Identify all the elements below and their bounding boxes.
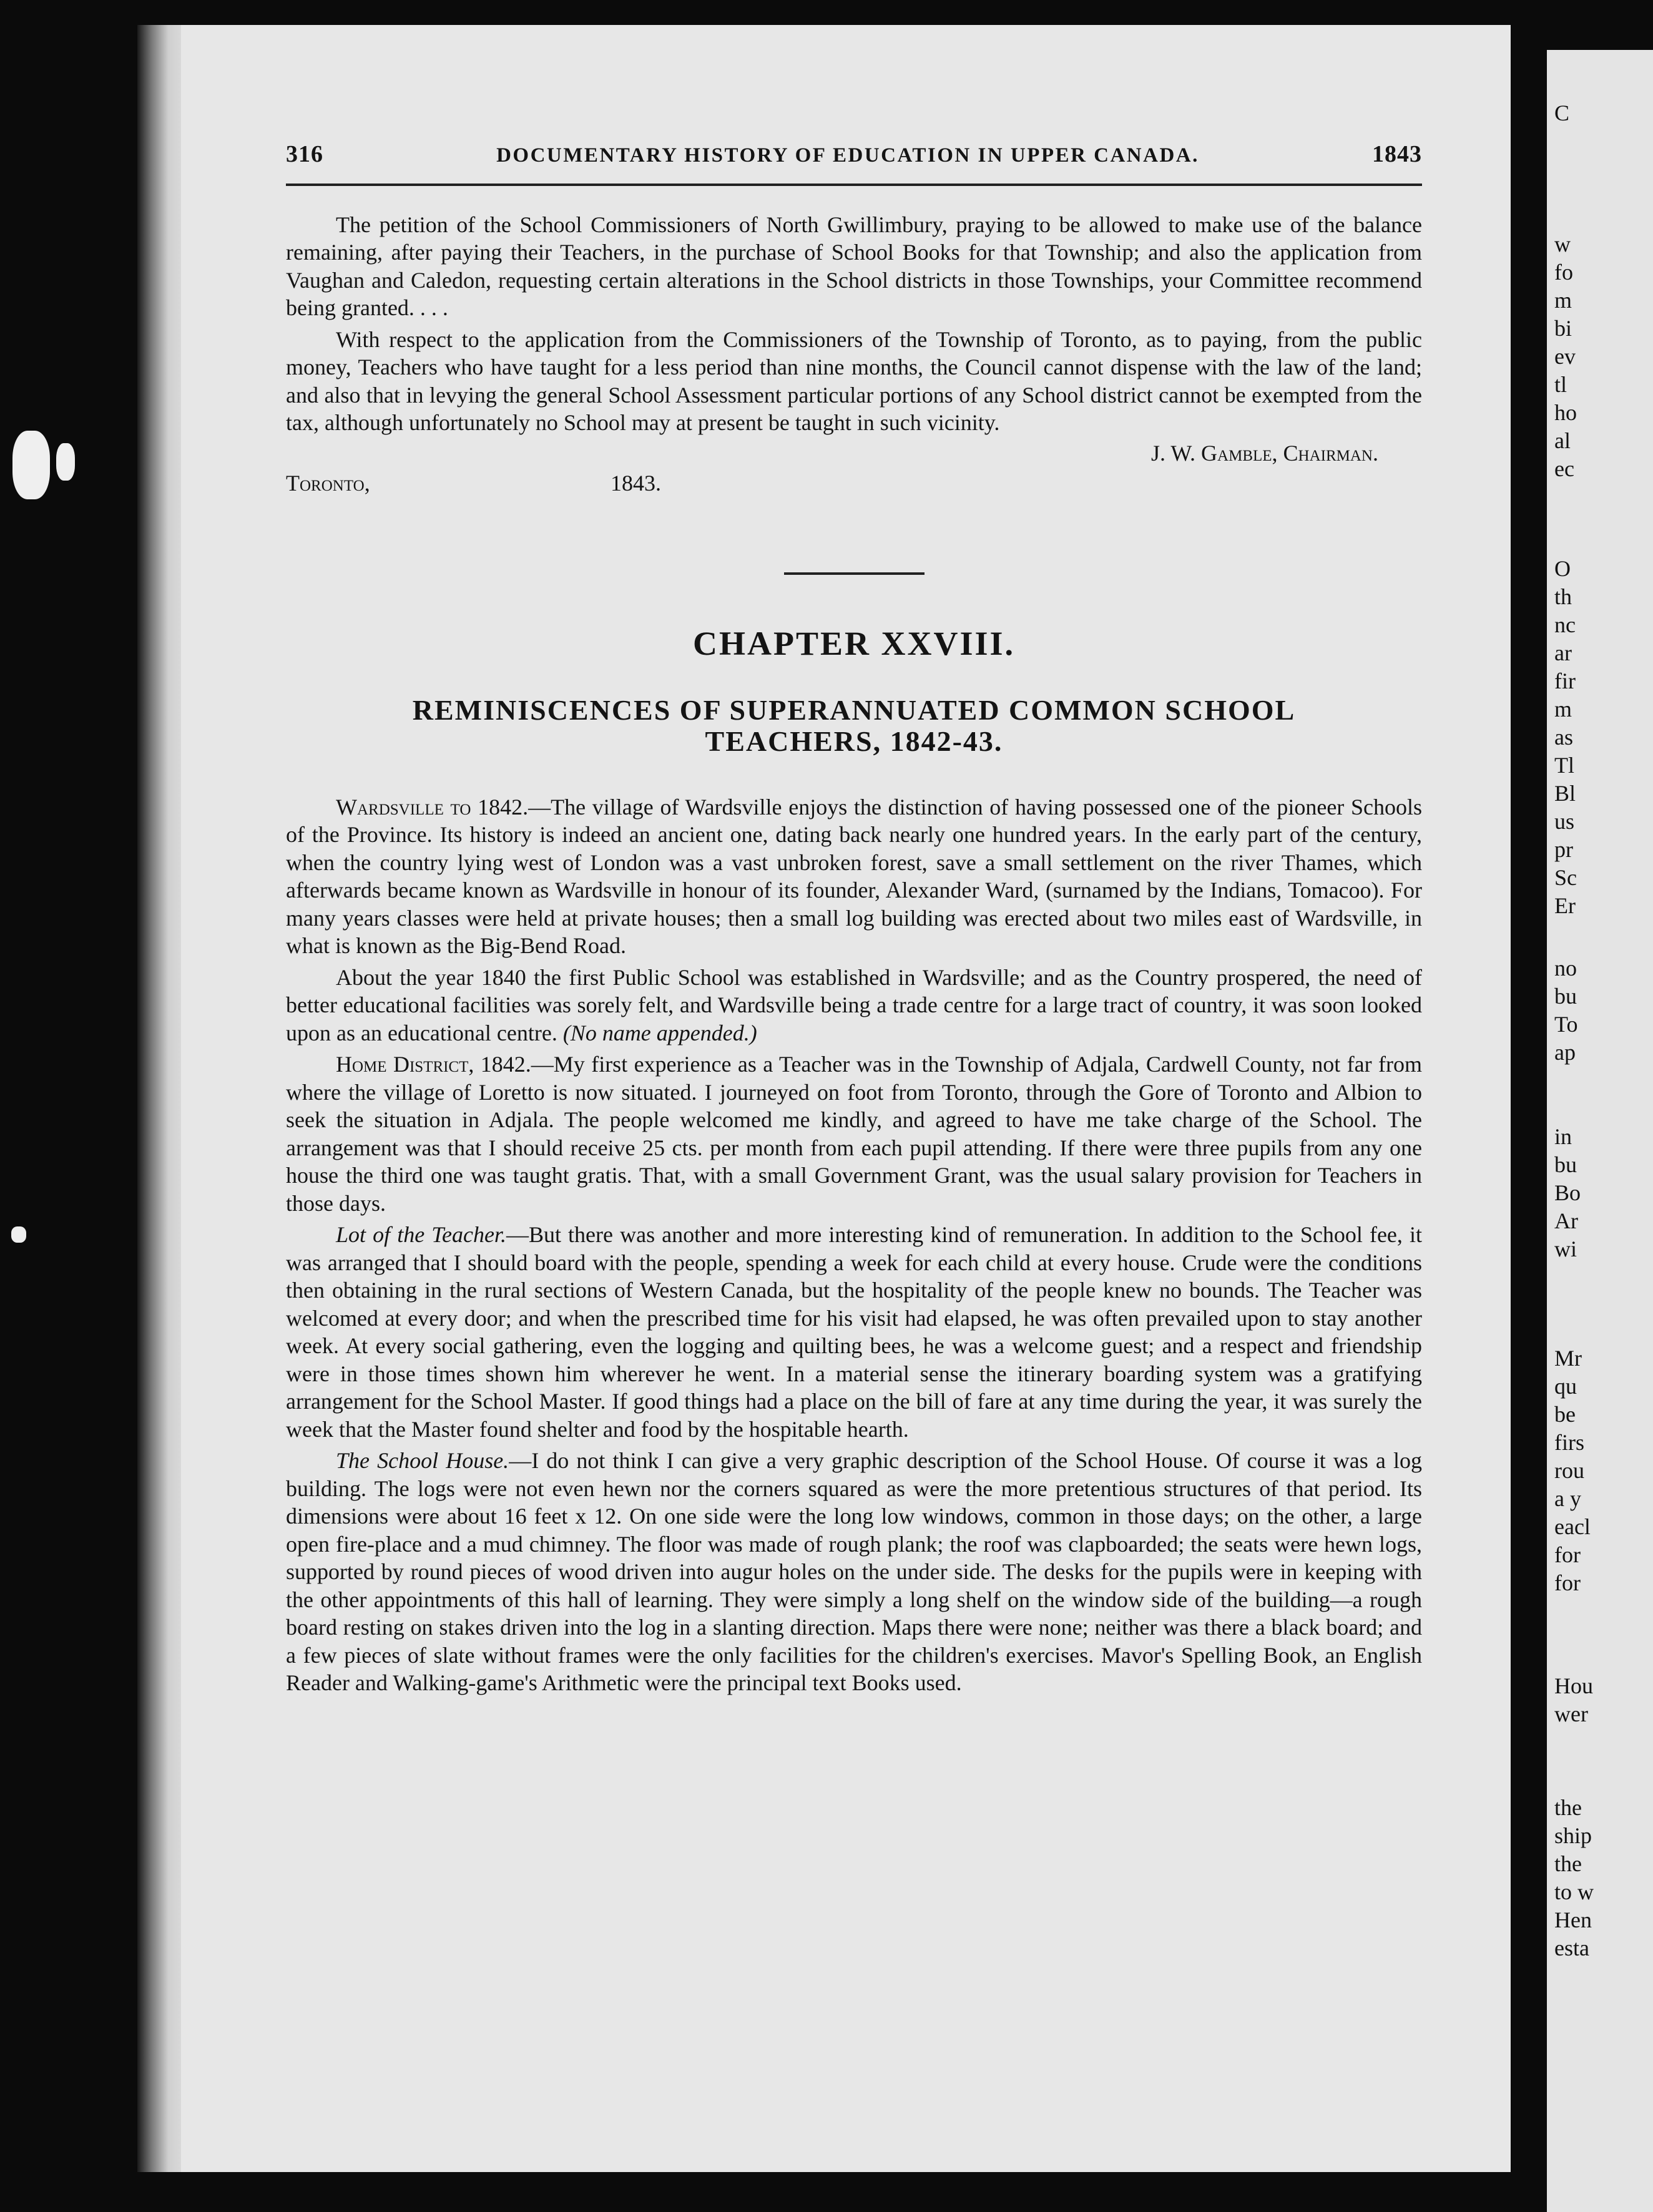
facing-page-fragment: the — [1554, 1851, 1582, 1876]
scan-speck — [11, 1226, 26, 1243]
facing-page-fragment: Hou — [1554, 1673, 1593, 1698]
facing-page-fragment: for — [1554, 1542, 1581, 1567]
facing-page-fragment: w — [1554, 232, 1571, 257]
facing-page-fragment: ho — [1554, 400, 1577, 425]
facing-page-fragment: nc — [1554, 612, 1576, 637]
facing-page-fragment: Er — [1554, 893, 1576, 918]
section-text: —The village of Wardsville enjoys the distinction of having possessed one of the pioneer Schools of the Province. Its history is indeed an ancient one, dating back nearly one hundred years. In the early part of the century, when the country lying west of London was a vast unbroken forest, save a small settlement on the river Thames, which afterwards became known as Wardsville in honour of its founder, Alexander Ward, (surnamed by the Indians, Tomacoo). For many years classes were held at private houses; then a small log building was erected about two miles east of Wardsville, in what is known as the Big-Bend Road. — [286, 794, 1422, 958]
facing-page-fragment: ev — [1554, 344, 1576, 369]
facing-page-fragment: no — [1554, 956, 1577, 981]
section-divider — [784, 572, 925, 575]
place-date — [286, 469, 1422, 497]
facing-page-fragment: be — [1554, 1402, 1576, 1427]
facing-page-fragment: qu — [1554, 1374, 1577, 1399]
facing-page-fragment: ec — [1554, 456, 1574, 481]
facing-page-fragment: fo — [1554, 260, 1573, 285]
section-lead: The School House. — [336, 1448, 509, 1473]
facing-page-fragment: C — [1554, 100, 1570, 125]
facing-page-fragment: Mr — [1554, 1346, 1582, 1371]
facing-page-fragment: To — [1554, 1012, 1578, 1037]
facing-page-fragment: a y — [1554, 1486, 1581, 1511]
facing-page-fragment: Bl — [1554, 781, 1576, 806]
facing-page-fragment: esta — [1554, 1936, 1589, 1960]
facing-page-fragment: us — [1554, 809, 1575, 834]
facing-page-fragment: ap — [1554, 1040, 1576, 1065]
facing-page-fragment: O — [1554, 556, 1571, 581]
section-paragraph — [286, 793, 1422, 960]
facing-page-fragment: firs — [1554, 1430, 1584, 1455]
section-lead: Wardsville to 1842. — [336, 794, 529, 820]
facing-page-fragment: the — [1554, 1795, 1582, 1820]
facing-page-fragment: Hen — [1554, 1907, 1592, 1932]
section-text: —I do not think I can give a very graphic description of the School House. Of course it was a log building. The logs were not even hewn nor the corners squared as were the more pretentious structures of that period. Its dimensions were about 16 feet x 12. On one side were the long low windows, common in those days; on the other, a large open fire-place and a mud chimney. The floor was made of rough plank; the roof was clapboarded; the seats were hewn logs, supported by round pieces of wood driven into augur holes on the under side. The desks for the pupils were in keeping with the other appointments of this hall of learning. They were simply a long shelf on the window side of the building—a rough board resting on stakes driven into the log in a slanting direction. Maps there were none; neither was there a black board; and a few pieces of slate without frames were the only facilities for the children's exercises. Mavor's Spelling Book, an English Reader and Walking-game's Arithmetic were the principal text Books used. — [286, 1448, 1422, 1695]
facing-page-fragment: to w — [1554, 1879, 1594, 1904]
section-lead: Home District, 1842. — [336, 1052, 531, 1077]
facing-page-fragment: al — [1554, 428, 1571, 453]
report-paragraph: The petition of the School Commissioners of North Gwillimbury, praying to be allowed to make use of the balance remaining, after paying their Teachers, in the purchase of School Books for that Township; and also the application from Vaughan and Caledon, requesting certain alterations in the School districts in those Townships, your Committee recommend being granted. . . . — [286, 212, 1422, 320]
facing-page-fragment: Ar — [1554, 1208, 1578, 1233]
running-title: DOCUMENTARY HISTORY OF EDUCATION IN UPPER CANADA. — [496, 144, 1199, 167]
facing-page-fragment: Tl — [1554, 753, 1574, 778]
page-content — [286, 140, 1422, 1697]
section-text: —But there was another and more interesting kind of remuneration. In addition to the School fee, it was arranged that I should board with the people, spending a week for each child at every house. Crude were the conditions then obtaining in the rural sections of Western Canada, but the hospitality of the people knew no bounds. The Teacher was welcomed at every door; and when the prescribed time for his visit had elapsed, he was often prevailed upon to stay another week. At every social gathering, even the logging and quilting bees, he was a welcome guest; and a respect and friendship were in those times shown him wherever he went. In a material sense the itinerary boarding system was a gratifying arrangement for the School Master. If good things had a place on the bill of fare at any time during the year, it was surely the week that the Master found shelter and food by the hospitable hearth. — [286, 1222, 1422, 1442]
section-note: (No name appended.) — [562, 1020, 757, 1045]
facing-page-fragment: bu — [1554, 984, 1577, 1009]
page-number: 316 — [286, 141, 323, 167]
chapter-number: CHAPTER XXVIII. — [692, 624, 1016, 662]
facing-page-fragment: th — [1554, 584, 1572, 609]
running-header — [286, 140, 1422, 170]
section-paragraph — [286, 1050, 1422, 1217]
facing-page-edge — [1547, 50, 1653, 2212]
facing-page-fragment: Sc — [1554, 865, 1577, 890]
report-paragraph: With respect to the application from the Commissioners of the Township of Toronto, as to paying, from the public money, Teachers who have taught for a less period than nine months, the Council cannot dispense with the law of the land; and also that in levying the general School Assessment particular portions of any School district cannot be exempted from the tax, although unfortunately no School may at present be taught in such vicinity. — [286, 326, 1422, 435]
signature: J. W. Gamble, Chairman. — [1151, 440, 1378, 466]
section-paragraph — [286, 1447, 1422, 1697]
facing-page-fragment: pr — [1554, 837, 1573, 862]
section-paragraph — [286, 964, 1422, 1047]
section-lead: Lot of the Teacher. — [336, 1222, 506, 1247]
header-year: 1843 — [1371, 141, 1422, 167]
facing-page-fragment: as — [1554, 725, 1573, 750]
facing-page-fragment: wi — [1554, 1236, 1577, 1261]
facing-page-fragment: wer — [1554, 1701, 1588, 1726]
facing-page-fragment: for — [1554, 1570, 1581, 1595]
facing-page-fragment: m — [1554, 697, 1572, 722]
scan-speck — [56, 443, 75, 481]
facing-page-fragment: eacl — [1554, 1514, 1591, 1539]
facing-page-fragment: bi — [1554, 316, 1572, 341]
facing-page-fragment: bu — [1554, 1152, 1577, 1177]
facing-page-fragment: fir — [1554, 668, 1576, 693]
section-text: —My first experience as a Teacher was in the Township of Adjala, Cardwell County, not far from where the village of Loretto is now situated. I journeyed on foot from Toronto, through the Gore of Toronto and Albion to seek the situation in Adjala. The people welcomed me kindly, and agreed to have me take charge of the School. The arrangement was that I should receive 25 cts. per month from each pupil attending. If there were three pupils from any one house the third one was taught gratis. That, with a small Government Grant, was the usual salary provision for Teachers in those days. — [286, 1052, 1423, 1216]
scan-speck — [12, 431, 50, 499]
facing-page-fragment: rou — [1554, 1458, 1584, 1483]
section-paragraph — [286, 1221, 1422, 1443]
place: Toronto, — [286, 471, 370, 496]
date: 1843. — [611, 471, 661, 496]
facing-page-fragment: m — [1554, 288, 1572, 313]
facing-page-fragment: tl — [1554, 372, 1567, 397]
facing-page-fragment: in — [1554, 1124, 1572, 1149]
facing-page-fragment: Bo — [1554, 1180, 1581, 1205]
chapter-title: REMINISCENCES OF SUPERANNUATED COMMON SCHOOL TEACHERS, 1842-43. — [412, 693, 1296, 757]
facing-page-fragment: ar — [1554, 640, 1572, 665]
section-text: About the year 1840 the first Public School was established in Wardsville; and as the Country prospered, the need of better educational facilities was sorely felt, and Wardsville being a trade centre for a large tract of country, it was soon looked upon as an educational centre. — [286, 964, 1422, 1045]
header-rule — [286, 184, 1422, 186]
facing-page-fragment: ship — [1554, 1823, 1592, 1848]
